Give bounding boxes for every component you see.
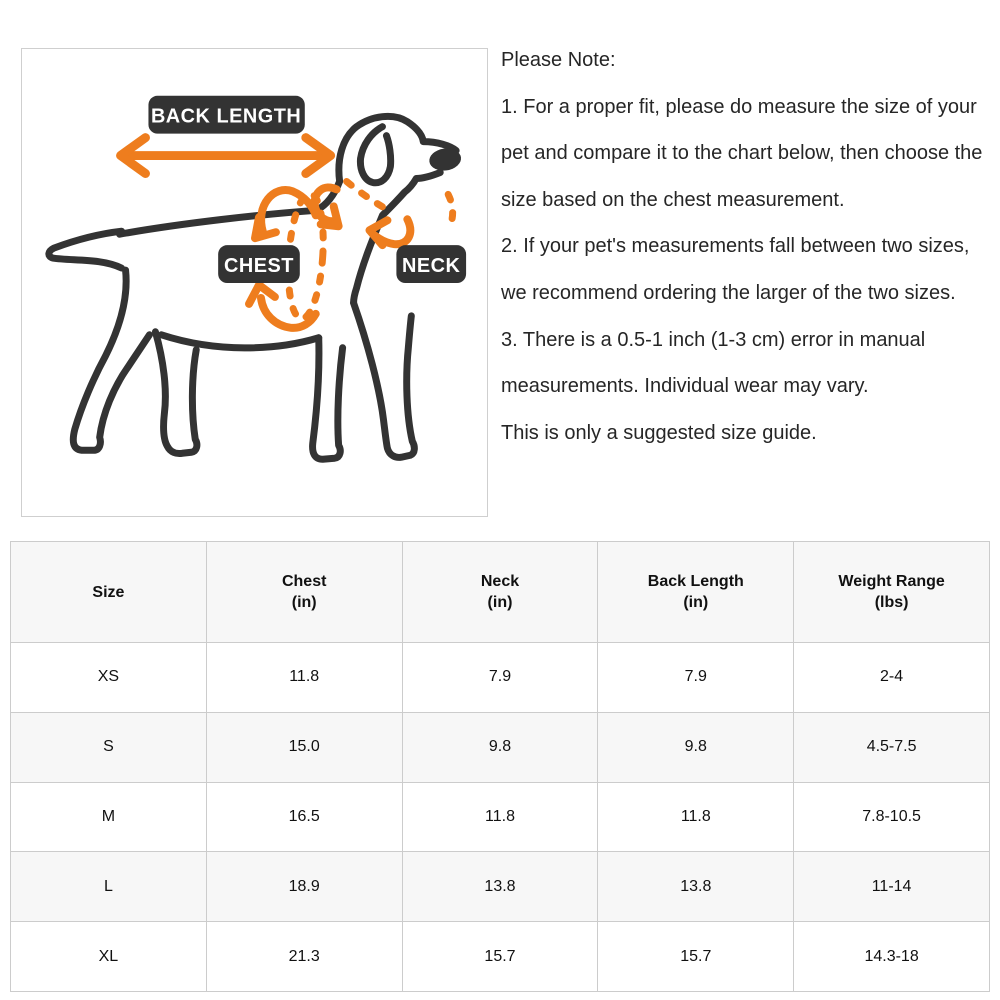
dog-back-line xyxy=(120,210,317,234)
cell-weight-range: 2-4 xyxy=(794,643,990,713)
table-row-m xyxy=(11,782,990,852)
chest-badge-label: CHEST xyxy=(223,255,294,278)
size-table xyxy=(10,541,990,992)
cell-size: S xyxy=(11,712,207,782)
cell-chest: 16.5 xyxy=(206,782,402,852)
dog-measurement-diagram xyxy=(21,48,488,517)
note-line: we recommend ordering the larger of the two sizes. xyxy=(501,281,956,304)
note-line: This is only a suggested size guide. xyxy=(501,421,817,444)
col-header-size xyxy=(11,542,207,643)
note-line: size based on the chest measurement. xyxy=(501,188,845,211)
notes-title: Please Note: xyxy=(501,49,616,71)
dog-diagram-svg xyxy=(22,49,487,516)
measurement-annotations xyxy=(121,138,453,328)
note-line: 2. If your pet's measurements fall between two sizes, xyxy=(501,235,970,258)
cell-chest: 18.9 xyxy=(206,852,402,922)
cell-weight-range: 14.3-18 xyxy=(794,922,990,992)
header-line1: Neck xyxy=(480,573,520,590)
cell-back-length: 11.8 xyxy=(598,782,794,852)
size-table-header xyxy=(11,542,990,643)
dog-hind-leg-near xyxy=(73,270,149,450)
cell-size: L xyxy=(11,852,207,922)
note-line: 3. There is a 0.5-1 inch (1-3 cm) error in manual xyxy=(501,328,926,351)
cell-chest: 21.3 xyxy=(206,922,402,992)
cell-back-length: 13.8 xyxy=(598,852,794,922)
cell-back-length: 9.8 xyxy=(598,712,794,782)
table-row-xl xyxy=(11,922,990,992)
back-length-badge-label: BACK LENGTH xyxy=(150,105,302,128)
cell-weight-range: 7.8-10.5 xyxy=(794,782,990,852)
header-line1: Weight Range xyxy=(838,573,945,590)
dog-tail xyxy=(49,231,122,268)
dog-front-leg-forward xyxy=(354,303,415,458)
header-line1: Size xyxy=(92,583,125,601)
note-line: 1. For a proper fit, please do measure the size of your xyxy=(501,95,977,118)
dog-hind-leg-far xyxy=(155,332,196,454)
header-line2: (in) xyxy=(291,594,317,611)
cell-neck: 15.7 xyxy=(402,922,598,992)
cell-neck: 9.8 xyxy=(402,712,598,782)
cell-weight-range: 4.5-7.5 xyxy=(794,712,990,782)
cell-neck: 13.8 xyxy=(402,852,598,922)
measurement-badges xyxy=(148,96,466,283)
notes-panel xyxy=(501,37,982,456)
cell-neck: 11.8 xyxy=(402,782,598,852)
cell-size: M xyxy=(11,782,207,852)
dog-ear xyxy=(360,127,390,183)
col-header-weight-range xyxy=(794,542,990,643)
header-line2: (in) xyxy=(683,594,709,611)
note-line: measurements. Individual wear may vary. xyxy=(501,375,869,398)
table-row-s xyxy=(11,712,990,782)
cell-weight-range: 11-14 xyxy=(794,852,990,922)
header-line1: Back Length xyxy=(647,573,744,590)
cell-back-length: 15.7 xyxy=(598,922,794,992)
cell-chest: 11.8 xyxy=(206,643,402,713)
note-line: pet and compare it to the chart below, then choose the xyxy=(501,142,983,165)
header-line2: (lbs) xyxy=(874,594,909,611)
col-header-chest xyxy=(206,542,402,643)
neck-badge-label: NECK xyxy=(402,255,461,278)
cell-back-length: 7.9 xyxy=(598,643,794,713)
table-row-xs xyxy=(11,643,990,713)
header-row xyxy=(11,542,990,643)
cell-chest: 15.0 xyxy=(206,712,402,782)
size-table-body xyxy=(11,643,990,992)
cell-size: XL xyxy=(11,922,207,992)
dog-front-leg-rear xyxy=(313,338,343,459)
col-header-neck xyxy=(402,542,598,643)
dog-belly-line xyxy=(161,335,318,348)
header-line2: (in) xyxy=(487,594,513,611)
col-header-back-length xyxy=(598,542,794,643)
header-line1: Chest xyxy=(281,573,327,590)
table-row-l xyxy=(11,852,990,922)
dog-throat-line xyxy=(354,172,441,302)
cell-size: XS xyxy=(11,643,207,713)
neck-girth-dashed-right xyxy=(448,194,452,229)
cell-neck: 7.9 xyxy=(402,643,598,713)
